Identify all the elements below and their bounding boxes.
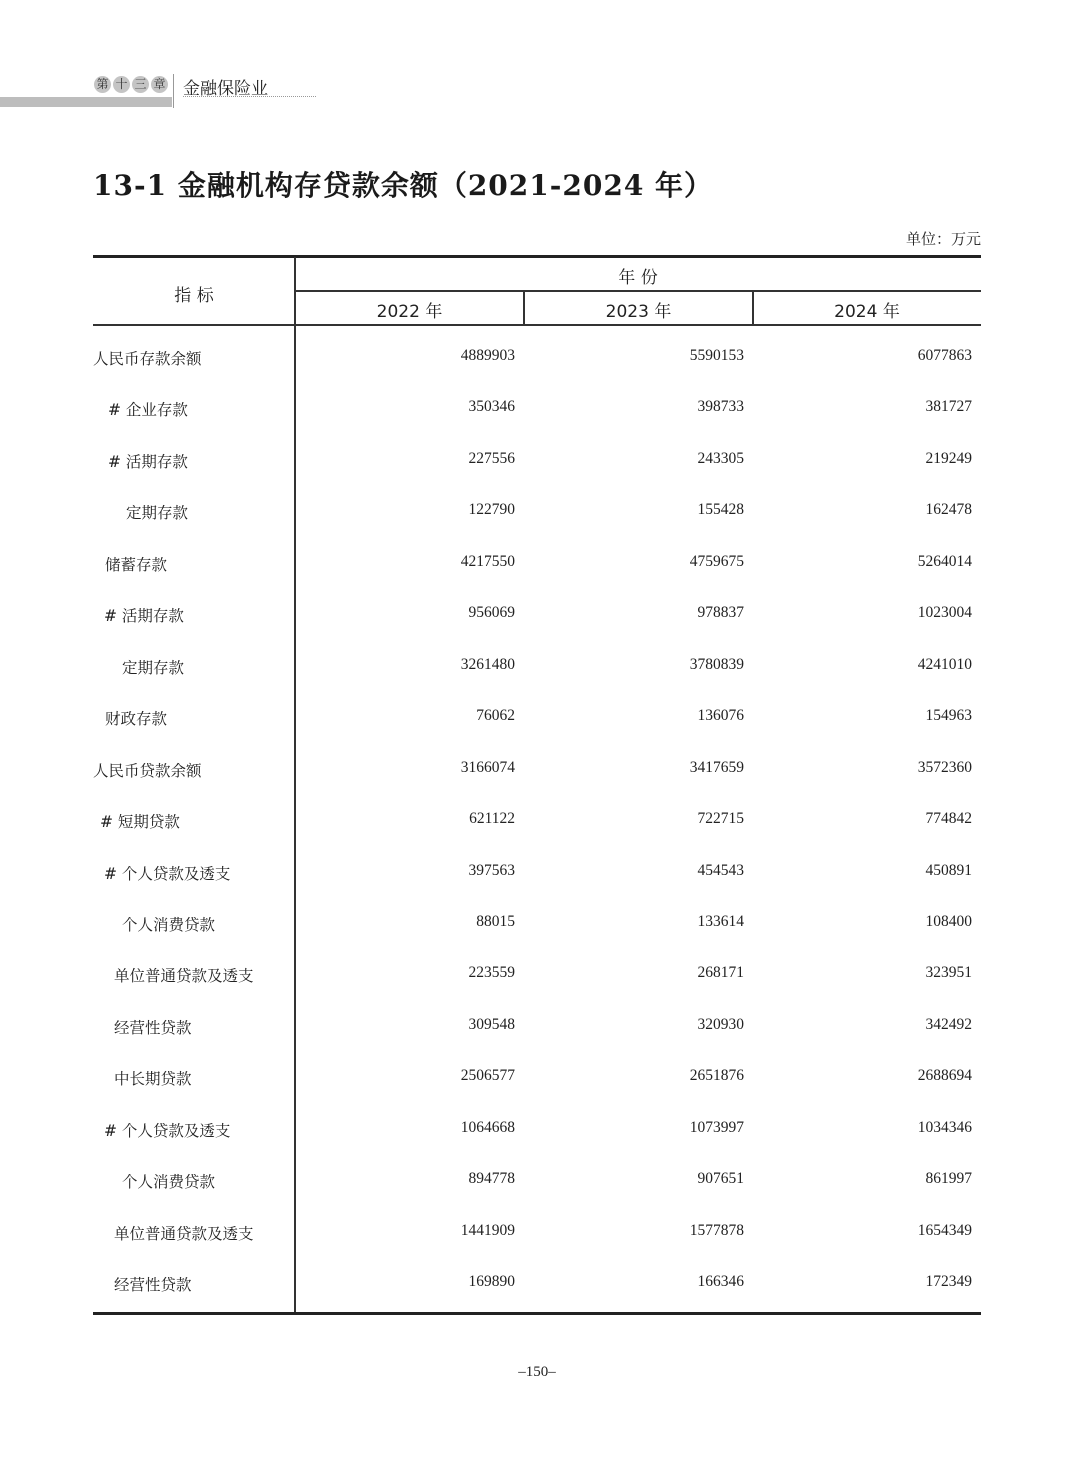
table-row <box>93 862 981 882</box>
table-row <box>93 450 981 470</box>
cell-value: 1073997 <box>689 1118 744 1136</box>
table-row <box>93 1170 981 1190</box>
cell-value: 3780839 <box>689 655 744 673</box>
cell-value: 350346 <box>468 398 515 416</box>
cell-value: 108400 <box>925 912 972 930</box>
table-row <box>93 913 981 933</box>
row-label: 定期存款 <box>122 658 185 677</box>
page-number: –150– <box>518 1364 556 1380</box>
cell-value: 397563 <box>468 861 515 879</box>
chapter-badge: 三 <box>132 76 149 93</box>
cell-value: 219249 <box>925 449 972 467</box>
cell-value: 3417659 <box>689 758 744 776</box>
cell-value: 1441909 <box>460 1221 515 1239</box>
cell-value: 122790 <box>468 501 515 519</box>
cell-value: 309548 <box>468 1015 515 1033</box>
cell-value: 3261480 <box>460 655 515 673</box>
row-label: 经营性贷款 <box>114 1018 192 1037</box>
table-row <box>93 1273 981 1293</box>
row-label: # 活期存款 <box>104 607 184 626</box>
row-label: # 企业存款 <box>108 401 188 420</box>
cell-value: 722715 <box>697 810 744 828</box>
year-header: 2022 年 <box>376 302 443 322</box>
chapter-badge: 十 <box>113 76 130 93</box>
table-row <box>93 810 981 830</box>
row-label: # 短期贷款 <box>100 813 180 832</box>
cell-value: 4241010 <box>917 655 972 673</box>
unit-label: 单位：万元 <box>905 230 981 248</box>
chapter-badge: 第 <box>94 76 111 93</box>
cell-value: 154963 <box>925 707 972 725</box>
header-bottom-rule <box>93 324 981 326</box>
row-label: # 活期存款 <box>108 452 188 471</box>
year-header: 2024 年 <box>834 302 900 322</box>
table-row <box>93 759 981 779</box>
row-label: 人民币贷款余额 <box>93 761 202 780</box>
table-row <box>93 1067 981 1087</box>
cell-value: 621122 <box>469 810 515 828</box>
cell-value: 6077863 <box>917 347 972 364</box>
chapter-name: 金融保险业 <box>183 79 268 99</box>
year-header: 2023 年 <box>605 302 672 322</box>
row-label: # 个人贷款及透支 <box>104 864 231 883</box>
table-row <box>93 656 981 676</box>
bottom-rule <box>93 1312 981 1315</box>
cell-value: 454543 <box>697 861 744 879</box>
cell-value: 227556 <box>468 449 515 467</box>
cell-value: 3166074 <box>460 758 515 776</box>
row-label: 单位普通贷款及透支 <box>114 1224 254 1243</box>
table-row <box>93 964 981 984</box>
cell-value: 2651876 <box>689 1067 744 1085</box>
cell-value: 1023004 <box>917 604 972 622</box>
table-row <box>93 1119 981 1139</box>
cell-value: 155428 <box>697 501 744 519</box>
row-label: 财政存款 <box>105 710 168 729</box>
row-label: 单位普通贷款及透支 <box>114 967 254 986</box>
table-row <box>93 707 981 727</box>
table-row <box>93 1222 981 1242</box>
table-row <box>93 553 981 573</box>
cell-value: 450891 <box>925 861 972 879</box>
cell-value: 774842 <box>925 810 972 828</box>
table-row <box>93 398 981 418</box>
table-row <box>93 1016 981 1036</box>
cell-value: 323951 <box>925 964 972 982</box>
row-label: 中长期贷款 <box>114 1070 192 1089</box>
table-title: 13-1 金融机构存贷款余额（2021-2024 年） <box>93 169 714 202</box>
cell-value: 162478 <box>925 501 972 519</box>
cell-value: 342492 <box>925 1015 972 1033</box>
cell-value: 5590153 <box>689 347 744 364</box>
cell-value: 1577878 <box>689 1221 744 1239</box>
cell-value: 1064668 <box>460 1118 515 1136</box>
cell-value: 223559 <box>468 964 515 982</box>
chapter-badges <box>94 76 168 93</box>
chapter-underline <box>183 96 316 97</box>
cell-value: 166346 <box>697 1273 744 1291</box>
row-label: 个人消费贷款 <box>122 915 216 934</box>
row-label: # 个人贷款及透支 <box>104 1121 231 1140</box>
cell-value: 169890 <box>468 1273 515 1291</box>
header-divider <box>295 290 981 292</box>
row-label: 人民币存款余额 <box>93 350 202 368</box>
cell-value: 88015 <box>476 912 515 930</box>
cell-value: 2506577 <box>460 1067 515 1085</box>
cell-value: 956069 <box>468 604 515 622</box>
cell-value: 76062 <box>476 707 515 725</box>
cell-value: 381727 <box>925 398 972 416</box>
cell-value: 1654349 <box>917 1221 972 1239</box>
cell-value: 3572360 <box>917 758 972 776</box>
cell-value: 5264014 <box>917 552 972 570</box>
table-row <box>93 501 981 521</box>
row-label: 个人消费贷款 <box>122 1173 216 1192</box>
chapter-separator <box>173 74 174 108</box>
row-label: 经营性贷款 <box>114 1276 192 1295</box>
cell-value: 861997 <box>925 1170 972 1188</box>
row-label: 储蓄存款 <box>105 555 168 574</box>
cell-value: 133614 <box>697 912 744 930</box>
cell-value: 978837 <box>697 604 744 622</box>
top-rule <box>93 255 981 258</box>
cell-value: 172349 <box>925 1273 972 1291</box>
cell-value: 4759675 <box>689 552 744 570</box>
chapter-bar <box>0 97 172 107</box>
cell-value: 1034346 <box>917 1118 972 1136</box>
indicator-header: 指 标 <box>174 286 214 306</box>
cell-value: 2688694 <box>917 1067 972 1085</box>
cell-value: 907651 <box>697 1170 744 1188</box>
cell-value: 398733 <box>697 398 744 416</box>
chapter-badge: 章 <box>151 76 168 93</box>
year-group-header: 年 份 <box>618 268 658 288</box>
cell-value: 268171 <box>697 964 744 982</box>
cell-value: 136076 <box>697 707 744 725</box>
cell-value: 243305 <box>697 449 744 467</box>
cell-value: 4889903 <box>460 347 515 364</box>
table-row <box>93 604 981 624</box>
cell-value: 320930 <box>697 1015 744 1033</box>
row-label: 定期存款 <box>126 504 189 523</box>
cell-value: 4217550 <box>460 552 515 570</box>
table-row <box>93 347 981 367</box>
cell-value: 894778 <box>468 1170 515 1188</box>
